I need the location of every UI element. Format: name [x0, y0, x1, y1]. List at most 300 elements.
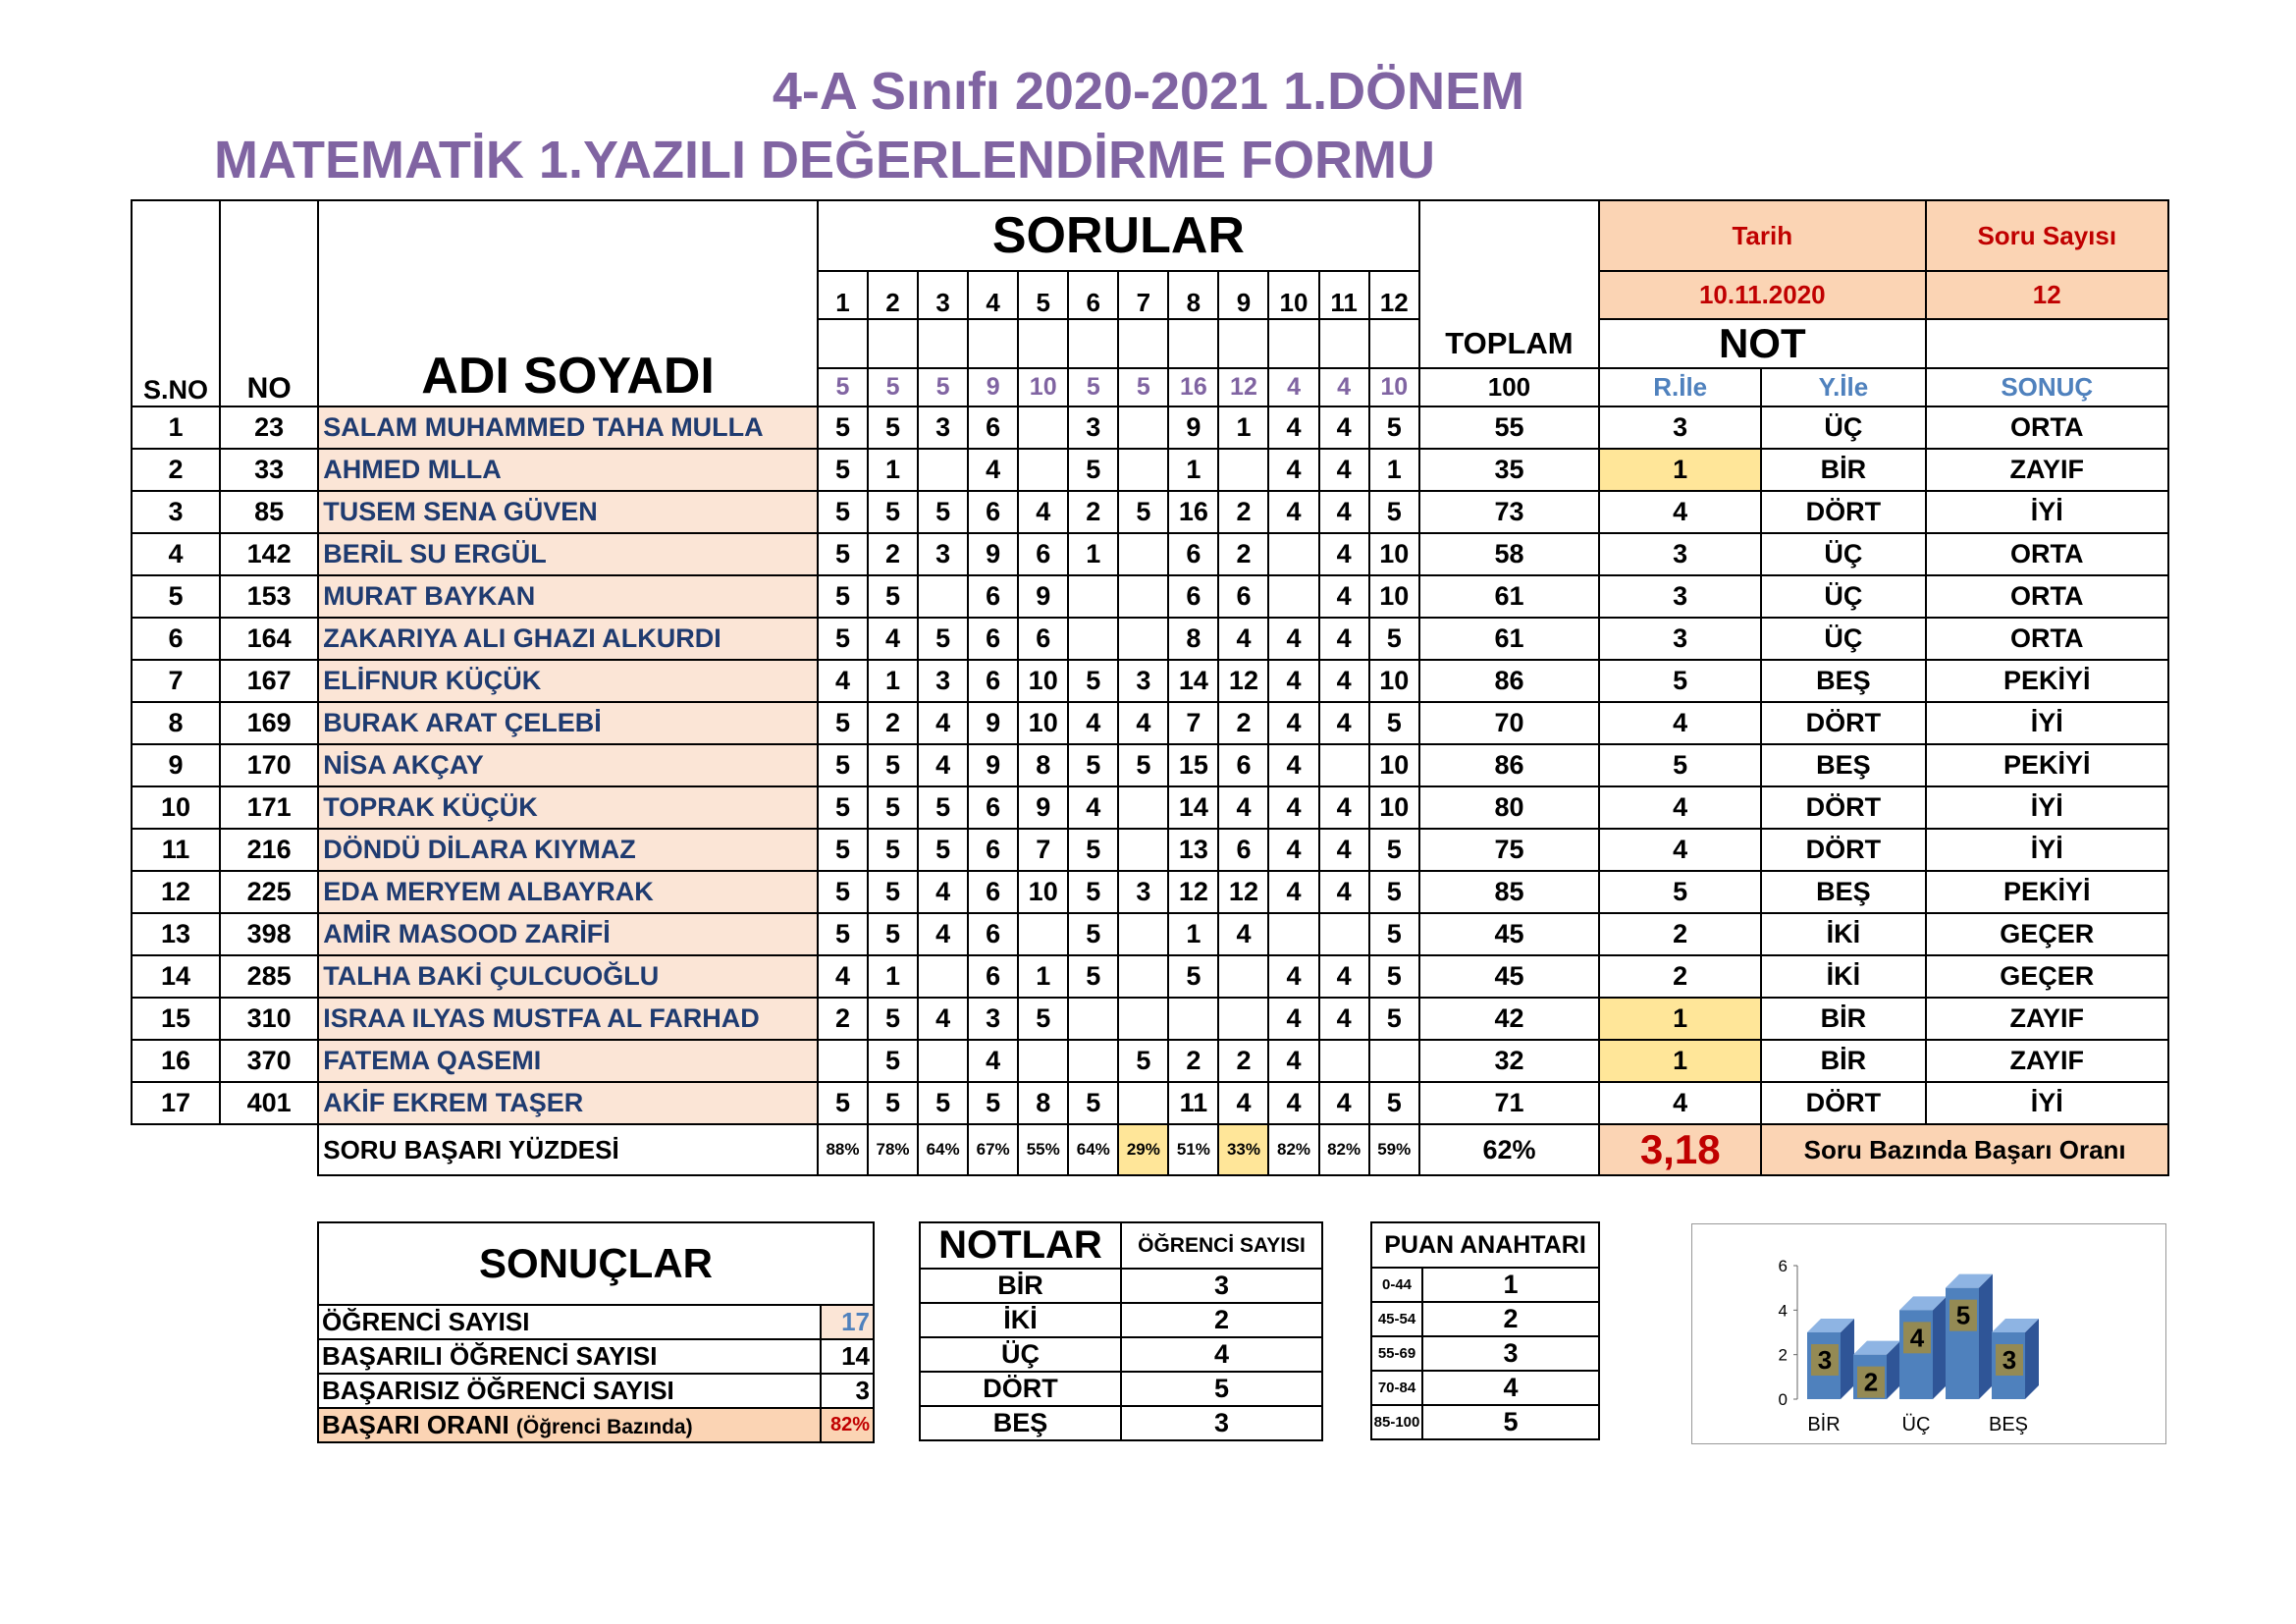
student-no: 401 — [220, 1082, 318, 1124]
results-label: BAŞARISIZ ÖĞRENCİ SAYISI — [318, 1374, 821, 1408]
table-row — [132, 829, 2168, 871]
question-number: 3 — [918, 271, 968, 319]
score-cell: 5 — [918, 1082, 968, 1124]
student-no: 370 — [220, 1040, 318, 1082]
score-cell: 6 — [968, 913, 1018, 955]
student-no: 170 — [220, 744, 318, 786]
score-cell: 4 — [1319, 533, 1369, 575]
question-count-value: 12 — [1926, 271, 2168, 319]
student-no: 225 — [220, 871, 318, 913]
score-cell — [1319, 744, 1369, 786]
score-cell: 2 — [1218, 702, 1268, 744]
table-row — [132, 618, 2168, 660]
blank-cell — [1926, 319, 2168, 368]
score-cell: 7 — [1168, 702, 1218, 744]
score-cell — [1369, 1040, 1419, 1082]
score-cell: 4 — [1218, 913, 1268, 955]
question-number: 7 — [1118, 271, 1168, 319]
score-cell: 6 — [1218, 575, 1268, 618]
score-key-row — [1371, 1302, 1599, 1336]
score-cell: 6 — [1168, 575, 1218, 618]
score-cell: 5 — [1068, 449, 1118, 491]
score-range: 85-100 — [1371, 1405, 1422, 1439]
score-cell: 4 — [1218, 618, 1268, 660]
blank-cell — [968, 319, 1018, 368]
question-success-percent: 88% — [818, 1124, 868, 1175]
score-cell: 3 — [1118, 660, 1168, 702]
score-key-row — [1371, 1268, 1599, 1302]
score-cell: 2 — [1218, 1040, 1268, 1082]
score-cell — [1118, 618, 1168, 660]
score-cell: 6 — [968, 955, 1018, 998]
score-cell: 5 — [1018, 998, 1068, 1040]
score-cell: 4 — [1268, 449, 1318, 491]
student-no: 216 — [220, 829, 318, 871]
grade-word: ÜÇ — [1761, 533, 1925, 575]
score-cell: 13 — [1168, 829, 1218, 871]
result-word: ORTA — [1926, 533, 2168, 575]
student-count-header: ÖĞRENCİ SAYISI — [1121, 1222, 1322, 1269]
score-cell: 5 — [818, 449, 868, 491]
student-total: 85 — [1419, 871, 1599, 913]
grade-number: 3 — [1599, 618, 1761, 660]
grade-name: BEŞ — [920, 1406, 1121, 1440]
average-value: 3,18 — [1599, 1124, 1761, 1175]
grade-distribution-chart — [1691, 1223, 2166, 1444]
result-word: ZAYIF — [1926, 998, 2168, 1040]
score-cell: 10 — [1369, 786, 1419, 829]
score-cell: 5 — [868, 1040, 918, 1082]
grade-word: ÜÇ — [1761, 575, 1925, 618]
score-cell: 9 — [1018, 575, 1068, 618]
result-word: ORTA — [1926, 406, 2168, 449]
score-cell: 5 — [1068, 913, 1118, 955]
student-sno: 13 — [132, 913, 220, 955]
score-cell: 2 — [818, 998, 868, 1040]
score-cell: 5 — [1369, 871, 1419, 913]
score-cell — [1319, 913, 1369, 955]
score-cell: 2 — [1218, 533, 1268, 575]
score-grade: 3 — [1422, 1336, 1599, 1371]
score-cell — [1018, 449, 1068, 491]
score-cell: 1 — [868, 955, 918, 998]
score-cell: 1 — [1068, 533, 1118, 575]
student-total: 70 — [1419, 702, 1599, 744]
result-word: ZAYIF — [1926, 449, 2168, 491]
student-total: 55 — [1419, 406, 1599, 449]
results-label: ÖĞRENCİ SAYISI — [318, 1305, 821, 1339]
grades-table — [131, 199, 2169, 1176]
grade-word: DÖRT — [1761, 491, 1925, 533]
score-cell: 11 — [1168, 1082, 1218, 1124]
table-row — [132, 913, 2168, 955]
question-success-percent: 55% — [1018, 1124, 1068, 1175]
score-cell: 1 — [868, 660, 918, 702]
score-cell: 5 — [1118, 1040, 1168, 1082]
question-points: 16 — [1168, 368, 1218, 406]
score-cell: 4 — [1319, 998, 1369, 1040]
grade-number: 3 — [1599, 533, 1761, 575]
grade-number: 4 — [1599, 491, 1761, 533]
question-number: 1 — [818, 271, 868, 319]
data-label: 3 — [2002, 1345, 2017, 1375]
score-key-row — [1371, 1405, 1599, 1439]
score-cell: 14 — [1168, 660, 1218, 702]
student-name: FATEMA QASEMI — [318, 1040, 818, 1082]
score-cell: 4 — [1319, 871, 1369, 913]
total-points: 100 — [1419, 368, 1599, 406]
blank-cell — [220, 1124, 318, 1175]
grade-number: 4 — [1599, 702, 1761, 744]
question-number: 9 — [1218, 271, 1268, 319]
student-total: 80 — [1419, 786, 1599, 829]
score-cell: 16 — [1168, 491, 1218, 533]
name-header: ADI SOYADI — [318, 200, 818, 406]
score-cell: 4 — [1218, 1082, 1268, 1124]
student-total: 73 — [1419, 491, 1599, 533]
student-sno: 6 — [132, 618, 220, 660]
x-tick-label: ÜÇ — [1901, 1414, 1931, 1435]
student-no: 310 — [220, 998, 318, 1040]
score-cell: 9 — [968, 702, 1018, 744]
grade-word: DÖRT — [1761, 702, 1925, 744]
question-number: 12 — [1369, 271, 1419, 319]
result-word: ZAYIF — [1926, 1040, 2168, 1082]
score-cell: 4 — [1268, 660, 1318, 702]
question-success-percent: 33% — [1218, 1124, 1268, 1175]
score-cell: 3 — [968, 998, 1018, 1040]
score-key-row — [1371, 1336, 1599, 1371]
question-number: 2 — [868, 271, 918, 319]
score-cell: 5 — [918, 491, 968, 533]
total-success-percent: 62% — [1419, 1124, 1599, 1175]
score-cell — [1118, 913, 1168, 955]
blank-cell — [1168, 319, 1218, 368]
score-cell — [1118, 998, 1168, 1040]
grade-word: DÖRT — [1761, 829, 1925, 871]
question-success-percent: 51% — [1168, 1124, 1218, 1175]
table-row — [132, 491, 2168, 533]
score-cell: 4 — [1319, 406, 1369, 449]
score-cell: 5 — [818, 913, 868, 955]
score-cell: 5 — [1369, 998, 1419, 1040]
blank-cell — [132, 1124, 220, 1175]
question-number: 11 — [1319, 271, 1369, 319]
sno-header: S.NO — [132, 200, 220, 406]
score-cell: 5 — [1369, 1082, 1419, 1124]
success-rate-row — [318, 1408, 874, 1442]
grade-word: BİR — [1761, 1040, 1925, 1082]
score-cell: 4 — [918, 913, 968, 955]
score-cell: 2 — [1168, 1040, 1218, 1082]
student-name: TALHA BAKİ ÇULCUOĞLU — [318, 955, 818, 998]
results-value: 17 — [821, 1305, 874, 1339]
score-cell — [1118, 533, 1168, 575]
success-row — [132, 1124, 2168, 1175]
grade-count: 3 — [1121, 1269, 1322, 1303]
result-word: ORTA — [1926, 618, 2168, 660]
score-cell: 15 — [1168, 744, 1218, 786]
result-word: İYİ — [1926, 829, 2168, 871]
grades-count-row — [920, 1303, 1322, 1337]
score-cell: 5 — [918, 786, 968, 829]
student-sno: 17 — [132, 1082, 220, 1124]
student-name: MURAT BAYKAN — [318, 575, 818, 618]
score-cell — [1018, 913, 1068, 955]
score-cell: 4 — [1319, 829, 1369, 871]
grade-name: DÖRT — [920, 1372, 1121, 1406]
results-summary-table — [317, 1221, 875, 1443]
score-cell: 5 — [1369, 955, 1419, 998]
score-cell: 12 — [1168, 871, 1218, 913]
result-word: İYİ — [1926, 491, 2168, 533]
score-cell: 4 — [1268, 702, 1318, 744]
grade-number: 4 — [1599, 1082, 1761, 1124]
table-row — [132, 955, 2168, 998]
score-cell: 4 — [1018, 491, 1068, 533]
student-name: AHMED MLLA — [318, 449, 818, 491]
student-sno: 10 — [132, 786, 220, 829]
student-name: DÖNDÜ DİLARA KIYMAZ — [318, 829, 818, 871]
header-row-1 — [132, 200, 2168, 271]
student-total: 45 — [1419, 955, 1599, 998]
grades-title: NOTLAR — [920, 1222, 1121, 1269]
score-cell: 5 — [1369, 618, 1419, 660]
student-sno: 4 — [132, 533, 220, 575]
score-cell: 4 — [818, 955, 868, 998]
score-cell: 4 — [1268, 406, 1318, 449]
blank-cell — [868, 319, 918, 368]
score-cell: 4 — [1268, 744, 1318, 786]
success-rate-sub: (Öğrenci Bazında) — [515, 1416, 693, 1438]
score-cell: 5 — [818, 871, 868, 913]
score-cell: 6 — [968, 786, 1018, 829]
question-points: 10 — [1369, 368, 1419, 406]
table-row — [132, 871, 2168, 913]
score-cell: 4 — [918, 744, 968, 786]
question-points: 12 — [1218, 368, 1268, 406]
y-header: Y.İle — [1761, 368, 1925, 406]
score-cell — [918, 575, 968, 618]
student-no: 164 — [220, 618, 318, 660]
score-cell: 5 — [818, 744, 868, 786]
score-cell: 10 — [1018, 702, 1068, 744]
success-rate-label — [318, 1408, 821, 1442]
score-cell: 4 — [1268, 786, 1318, 829]
result-word: GEÇER — [1926, 955, 2168, 998]
score-cell: 5 — [1118, 744, 1168, 786]
score-cell — [818, 1040, 868, 1082]
y-tick-label: 4 — [1778, 1301, 1788, 1321]
student-sno: 14 — [132, 955, 220, 998]
score-cell: 1 — [1168, 913, 1218, 955]
score-cell: 6 — [968, 618, 1018, 660]
score-cell: 2 — [868, 702, 918, 744]
score-cell: 10 — [1369, 744, 1419, 786]
score-cell: 4 — [1319, 702, 1369, 744]
student-no: 285 — [220, 955, 318, 998]
score-cell: 4 — [1118, 702, 1168, 744]
blank-cell — [1118, 319, 1168, 368]
score-cell — [1118, 829, 1168, 871]
score-cell — [1118, 575, 1168, 618]
student-total: 32 — [1419, 1040, 1599, 1082]
score-cell: 4 — [1068, 786, 1118, 829]
results-title: SONUÇLAR — [318, 1222, 874, 1305]
data-label: 4 — [1909, 1323, 1925, 1353]
question-success-percent: 29% — [1118, 1124, 1168, 1175]
question-number: 4 — [968, 271, 1018, 319]
grades-count-header-row — [920, 1222, 1322, 1269]
grade-word: ÜÇ — [1761, 406, 1925, 449]
student-no: 23 — [220, 406, 318, 449]
grade-word: BİR — [1761, 998, 1925, 1040]
student-sno: 8 — [132, 702, 220, 744]
student-total: 45 — [1419, 913, 1599, 955]
score-cell: 5 — [868, 871, 918, 913]
score-cell: 7 — [1018, 829, 1068, 871]
blank-cell — [1018, 319, 1068, 368]
table-row — [132, 998, 2168, 1040]
question-points: 9 — [968, 368, 1018, 406]
score-cell — [1068, 618, 1118, 660]
score-cell: 5 — [818, 1082, 868, 1124]
score-cell: 1 — [1168, 449, 1218, 491]
score-cell: 5 — [918, 829, 968, 871]
score-cell — [1068, 575, 1118, 618]
student-name: ELİFNUR KÜÇÜK — [318, 660, 818, 702]
grades-count-row — [920, 1269, 1322, 1303]
score-cell: 5 — [868, 786, 918, 829]
grade-number: 1 — [1599, 449, 1761, 491]
total-header: TOPLAM — [1419, 200, 1599, 368]
student-no: 167 — [220, 660, 318, 702]
table-row — [132, 786, 2168, 829]
score-cell: 5 — [868, 829, 918, 871]
score-cell — [1068, 998, 1118, 1040]
result-word: İYİ — [1926, 1082, 2168, 1124]
score-cell: 2 — [1068, 491, 1118, 533]
score-cell: 5 — [818, 533, 868, 575]
score-cell: 4 — [1319, 491, 1369, 533]
blank-cell — [1268, 319, 1318, 368]
table-row — [132, 406, 2168, 449]
student-no: 171 — [220, 786, 318, 829]
student-name: NİSA AKÇAY — [318, 744, 818, 786]
student-total: 61 — [1419, 575, 1599, 618]
score-cell — [918, 955, 968, 998]
student-name: AMİR MASOOD ZARİFİ — [318, 913, 818, 955]
no-header: NO — [220, 200, 318, 406]
student-name: SALAM MUHAMMED TAHA MULLA — [318, 406, 818, 449]
score-cell: 5 — [968, 1082, 1018, 1124]
question-success-percent: 78% — [868, 1124, 918, 1175]
grade-number: 1 — [1599, 998, 1761, 1040]
question-number: 8 — [1168, 271, 1218, 319]
student-name: TUSEM SENA GÜVEN — [318, 491, 818, 533]
score-cell: 4 — [918, 871, 968, 913]
table-row — [132, 533, 2168, 575]
score-cell: 5 — [818, 786, 868, 829]
student-no: 153 — [220, 575, 318, 618]
score-cell: 6 — [968, 575, 1018, 618]
score-cell: 4 — [1319, 786, 1369, 829]
blank-cell — [1218, 319, 1268, 368]
score-cell: 10 — [1018, 660, 1068, 702]
blank-cell — [1068, 319, 1118, 368]
grade-number: 5 — [1599, 871, 1761, 913]
score-grade: 1 — [1422, 1268, 1599, 1302]
question-success-percent: 59% — [1369, 1124, 1419, 1175]
grade-name: ÜÇ — [920, 1337, 1121, 1372]
grade-word: BEŞ — [1761, 871, 1925, 913]
score-cell: 1 — [1369, 449, 1419, 491]
question-points: 5 — [868, 368, 918, 406]
grade-word: BEŞ — [1761, 660, 1925, 702]
score-cell: 6 — [968, 406, 1018, 449]
question-points: 10 — [1018, 368, 1068, 406]
score-cell — [1218, 449, 1268, 491]
table-row — [132, 660, 2168, 702]
score-cell: 8 — [1018, 744, 1068, 786]
grade-name: BİR — [920, 1269, 1121, 1303]
score-cell — [1118, 449, 1168, 491]
score-cell: 6 — [1168, 533, 1218, 575]
result-word: PEKİYİ — [1926, 660, 2168, 702]
score-cell — [1218, 955, 1268, 998]
results-value: 3 — [821, 1374, 874, 1408]
score-cell: 2 — [868, 533, 918, 575]
score-cell: 12 — [1218, 660, 1268, 702]
score-cell: 4 — [868, 618, 918, 660]
score-cell: 6 — [968, 660, 1018, 702]
score-range: 70-84 — [1371, 1371, 1422, 1405]
score-key-row — [1371, 1371, 1599, 1405]
score-cell: 4 — [1268, 1040, 1318, 1082]
questions-header: SORULAR — [818, 200, 1419, 271]
score-cell: 5 — [1369, 491, 1419, 533]
score-cell: 5 — [868, 1082, 918, 1124]
score-cell: 6 — [968, 491, 1018, 533]
score-cell: 9 — [1168, 406, 1218, 449]
student-name: BURAK ARAT ÇELEBİ — [318, 702, 818, 744]
score-cell: 4 — [1268, 829, 1318, 871]
score-cell: 4 — [1268, 998, 1318, 1040]
bar-side — [1933, 1296, 1947, 1399]
grade-name: İKİ — [920, 1303, 1121, 1337]
form-title-line2: MATEMATİK 1.YAZILI DEĞERLENDİRME FORMU — [213, 131, 1435, 189]
question-points: 5 — [918, 368, 968, 406]
score-range: 0-44 — [1371, 1268, 1422, 1302]
student-no: 85 — [220, 491, 318, 533]
score-cell: 5 — [818, 702, 868, 744]
data-label: 3 — [1817, 1345, 1833, 1375]
grade-count: 5 — [1121, 1372, 1322, 1406]
score-cell: 10 — [1369, 533, 1419, 575]
date-value: 10.11.2020 — [1599, 271, 1925, 319]
score-cell: 4 — [818, 660, 868, 702]
success-label: SORU BAŞARI YÜZDESİ — [318, 1124, 818, 1175]
question-success-percent: 67% — [968, 1124, 1018, 1175]
data-label: 5 — [1955, 1300, 1971, 1330]
score-grade: 5 — [1422, 1405, 1599, 1439]
grade-word: BİR — [1761, 449, 1925, 491]
student-sno: 5 — [132, 575, 220, 618]
student-total: 58 — [1419, 533, 1599, 575]
blank-cell — [818, 319, 868, 368]
question-number: 6 — [1068, 271, 1118, 319]
table-row — [132, 449, 2168, 491]
